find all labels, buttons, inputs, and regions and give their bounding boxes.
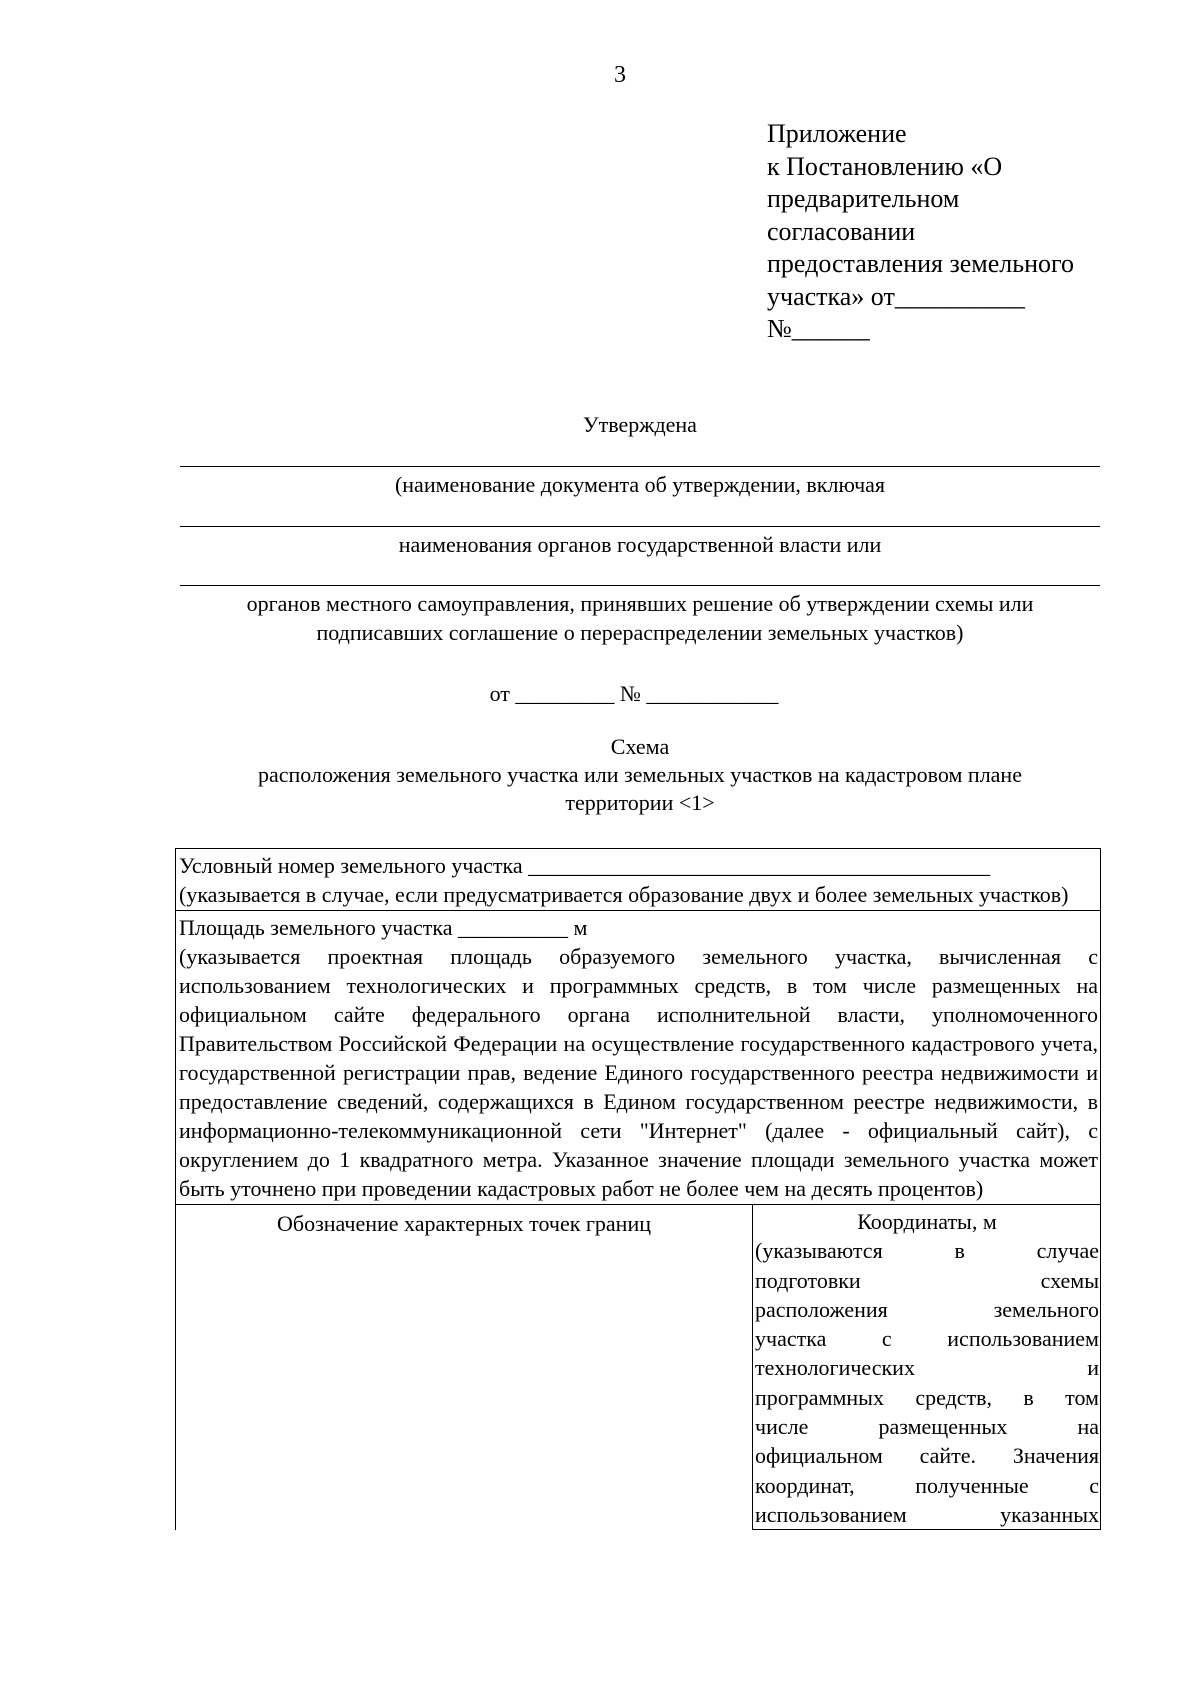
coordinates-header: Координаты, м xyxy=(857,1209,997,1234)
conditional-number-label: Условный номер земельного участка __________________________________________ xyxy=(179,853,991,878)
coordinates-note-line xyxy=(753,1353,1100,1382)
coordinates-note-word: сайте. xyxy=(919,1443,977,1469)
coordinates-note-word: схемы xyxy=(1040,1267,1099,1293)
conditional-number-note: (указывается в случае, если предусматривается образование двух и более земельных участков) xyxy=(179,882,1069,907)
coordinates-cell xyxy=(753,1205,1100,1530)
date-number-line: от _________ № ____________ xyxy=(489,681,779,706)
approval-caption-3 xyxy=(180,589,1100,647)
coordinates-note-line xyxy=(753,1500,1100,1530)
approval-caption-3-line2: подписавших соглашение о перераспределении земельных участков) xyxy=(316,620,964,645)
coordinates-note-word: средств, xyxy=(915,1384,993,1410)
coordinates-note-word: расположения xyxy=(755,1296,888,1322)
coordinates-note-word: земельного xyxy=(993,1296,1099,1322)
schema-title: Схема xyxy=(610,734,670,759)
appendix-line: согласовании xyxy=(767,216,916,246)
schema-table xyxy=(175,848,1101,1530)
area-label: Площадь земельного участка __________ м xyxy=(179,915,588,940)
appendix-line: к Постановлению «О xyxy=(767,151,1003,181)
appendix-line: предоставления земельного xyxy=(767,249,1075,278)
coordinates-note-word: технологических xyxy=(755,1355,915,1381)
schema-subtitle-line1: расположения земельного участка или земельных участков на кадастровом плане xyxy=(258,762,1022,787)
points-header: Обозначение характерных точек границ xyxy=(176,1205,753,1530)
appendix-line: участка» от__________ xyxy=(767,281,1025,311)
coordinates-note-line xyxy=(753,1383,1100,1412)
coordinates-note-word: с xyxy=(1089,1472,1099,1498)
coordinates-note-word: и xyxy=(1087,1355,1099,1381)
appendix-line: №______ xyxy=(767,314,870,343)
coordinates-note-word: координат, xyxy=(755,1472,855,1498)
appendix-line: предварительном xyxy=(767,184,960,213)
coordinates-note-word: (указываются xyxy=(755,1238,883,1264)
coordinates-note-word: полученные xyxy=(915,1472,1029,1498)
coordinates-note-line xyxy=(753,1236,1100,1265)
coordinates-note-word: программных xyxy=(755,1384,884,1410)
conditional-number-cell xyxy=(175,848,1101,911)
schema-subtitle-line2: территории <1> xyxy=(565,790,715,815)
schema-title-block xyxy=(180,733,1100,817)
coordinates-note-word: том xyxy=(1065,1384,1099,1410)
coordinates-note xyxy=(755,1236,1099,1530)
coordinates-note-word: в xyxy=(1023,1384,1034,1410)
coordinates-note-word: числе xyxy=(755,1414,809,1440)
coordinates-row xyxy=(175,1205,1101,1530)
coordinates-note-word: в xyxy=(954,1238,965,1264)
approved-label: Утверждена xyxy=(583,412,697,437)
coordinates-note-word: официальном xyxy=(755,1443,883,1469)
area-cell xyxy=(175,911,1101,1205)
appendix-block xyxy=(767,118,1187,346)
coordinates-note-word: подготовки xyxy=(755,1267,861,1293)
coordinates-note-line xyxy=(753,1295,1100,1324)
fill-line xyxy=(180,466,1100,467)
coordinates-note-line xyxy=(753,1412,1100,1441)
coordinates-note-word: использованием xyxy=(755,1501,907,1527)
coordinates-note-line xyxy=(753,1441,1100,1470)
fill-line xyxy=(180,526,1100,527)
coordinates-note-line xyxy=(753,1471,1100,1500)
approval-caption-2: наименования органов государственной власти или xyxy=(398,532,882,557)
approval-caption-1: (наименование документа об утверждении, включая xyxy=(394,472,886,497)
coordinates-note-word: указанных xyxy=(1000,1501,1099,1527)
fill-line xyxy=(180,585,1100,586)
coordinates-note-line xyxy=(753,1324,1100,1353)
coordinates-note-word: участка xyxy=(755,1326,827,1352)
coordinates-note-word: с xyxy=(881,1326,892,1352)
page-number: 3 xyxy=(614,62,626,88)
appendix-line: Приложение xyxy=(767,119,907,148)
coordinates-note-word: размещенных xyxy=(878,1414,1008,1440)
coordinates-note-word: использованием xyxy=(947,1326,1099,1352)
coordinates-note-word: на xyxy=(1077,1414,1099,1440)
area-note: (указывается проектная площадь образуемого земельного участка, вычисленная с использованием технологических и программных средств, в том числе размещенных на официальном сайте федерального органа исполнительной власти, уполномоченного Правительством Российской Федерации на осуществление государственного кадастрового учета, государственной регистрации прав, ведение Единого государственного реестра недвижимости и предоставление сведений, содержащихся в Едином государственном реестре недвижимости, в информационно-телекоммуникационной сети "Интернет" (далее - официальный сайт), с округлением до 1 квадратного метра. Указанное значение площади земельного участка может быть уточнено при проведении кадастровых работ не более чем на десять процентов) xyxy=(179,944,1098,1201)
coordinates-note-line xyxy=(753,1266,1100,1295)
approval-caption-3-line1: органов местного самоуправления, принявших решение об утверждении схемы или xyxy=(246,591,1034,616)
coordinates-note-word: случае xyxy=(1036,1238,1099,1264)
coordinates-note-word: Значения xyxy=(1012,1443,1099,1469)
